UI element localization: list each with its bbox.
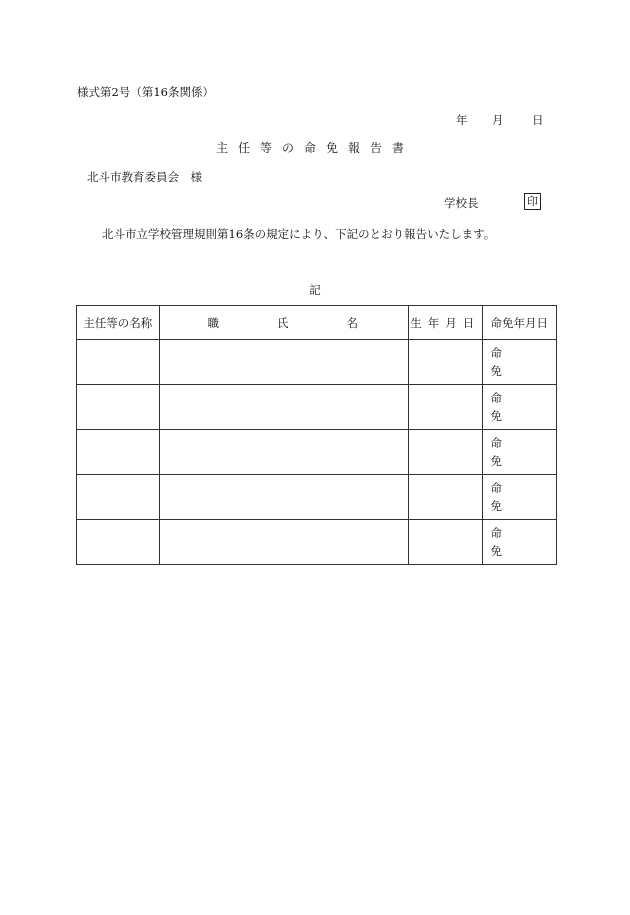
dismissed-label: 免 [490,409,503,423]
appointed-label: 命 [490,346,503,360]
birth-cell[interactable] [409,385,482,430]
header-appointment-date: 命免年月日 [482,306,556,340]
position-cell[interactable] [77,385,160,430]
birth-cell[interactable] [409,340,482,385]
name-cell[interactable] [159,520,409,565]
header-name [159,306,409,340]
header-name-part: 氏 [277,315,289,330]
appointment-cell[interactable] [482,430,556,475]
position-cell[interactable] [77,340,160,385]
table-row [77,385,557,430]
date-year-label: 年 [456,113,468,127]
report-table [76,305,557,565]
position-cell[interactable] [77,430,160,475]
appointed-label: 命 [490,481,503,495]
principal-label: 学校長 [444,196,479,210]
appointment-cell[interactable] [482,475,556,520]
appointed-label: 命 [490,526,503,540]
dismissed-label: 免 [490,544,503,558]
name-cell[interactable] [159,430,409,475]
body-text: 北斗市立学校管理規則第16条の規定により、下記のとおり報告いたします。 [102,227,496,241]
header-position-name: 主任等の名称 [77,306,160,340]
ki-heading: 記 [309,283,321,297]
dismissed-label: 免 [490,364,503,378]
appointment-cell[interactable] [482,520,556,565]
table-row [77,520,557,565]
name-cell[interactable] [159,340,409,385]
appointment-cell[interactable] [482,340,556,385]
addressee: 北斗市教育委員会 様 [87,170,202,184]
birth-cell[interactable] [409,475,482,520]
appointed-label: 命 [490,391,503,405]
form-number: 様式第2号（第16条関係） [77,85,214,99]
header-name-part: 名 [346,315,359,330]
header-name-part: 職 [207,315,220,330]
header-birth-date: 生年月日 [409,306,482,340]
table-row [77,475,557,520]
appointment-cell[interactable] [482,385,556,430]
dismissed-label: 免 [490,454,503,468]
position-cell[interactable] [77,520,160,565]
table-header-row [77,306,557,340]
dismissed-label: 免 [490,499,503,513]
page-title: 主任等の命免報告書 [215,141,414,155]
date-line [456,112,544,128]
birth-cell[interactable] [409,430,482,475]
date-month-label: 月 [492,113,504,127]
date-day-label: 日 [532,113,544,127]
birth-cell[interactable] [409,520,482,565]
seal-mark: 印 [524,193,541,210]
name-cell[interactable] [159,385,409,430]
position-cell[interactable] [77,475,160,520]
name-cell[interactable] [159,475,409,520]
table-row [77,340,557,385]
table-row [77,430,557,475]
appointed-label: 命 [490,436,503,450]
